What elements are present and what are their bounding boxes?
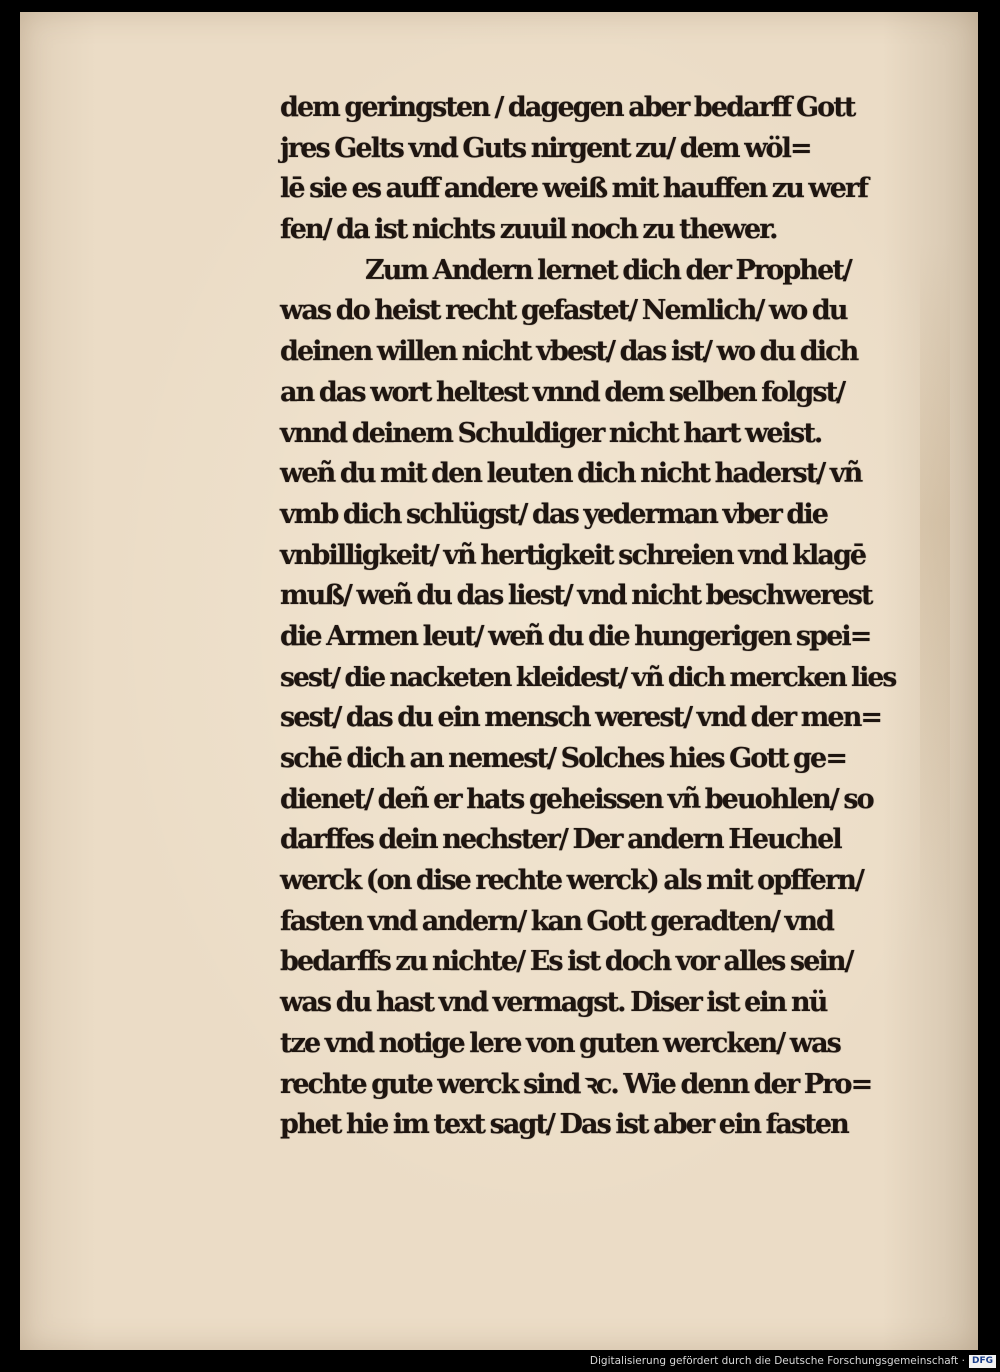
text-line: die Armen leut/ weñ du die hungerigen spei= [280,620,871,652]
text-line: werck (on dise rechte werck) als mit opffern/ [280,865,863,897]
text-line: fasten vnd andern/ kan Gott geradten/ vnd [280,905,834,937]
text-line: schē dich an nemest/ Solches hies Gott ge= [280,743,847,774]
page-stain [920,242,950,942]
text-line: phet hie im text sagt/ Das ist aber ein fasten [280,1109,848,1141]
dfg-logo: DFG [969,1355,996,1368]
text-line: vnnd deinem Schuldiger nicht hart weist. [280,417,822,449]
credit-text: Digitalisierung gefördert durch die Deutsche Forschungsgemeinschaft · [589,1355,965,1367]
body-text [280,88,910,1146]
text-line: sest/ das du ein mensch werest/ vnd der men= [280,702,882,734]
text-line: jres Gelts vnd Guts nirgent zu/ dem wöl= [280,132,811,164]
text-line: weñ du mit den leuten dich nicht haderst/ vñ [280,458,862,490]
text-line: dem geringsten / dagegen aber bedarff Gott [280,92,855,123]
text-line: lē sie es auff andere weiß mit hauffen zu werf [280,173,868,205]
text-line: dienet/ deñ er hats geheissen vñ beuohlen/ so [280,783,873,815]
text-line: vnbilligkeit/ vñ hertigkeit schreien vnd klagē [280,539,866,571]
digitization-credit [590,1352,996,1370]
text-line: rechte gute werck sind ꝛc. Wie denn der Pro= [280,1068,872,1100]
text-line: bedarffs zu nichte/ Es ist doch vor alles sein/ [280,946,853,978]
text-line: fen/ da ist nichts zuuil noch zu thewer. [280,214,777,246]
text-line: was do heist recht gefastet/ Nemlich/ wo du [280,295,847,327]
text-line: deinen willen nicht vbest/ das ist/ wo du dich [280,336,858,368]
text-line: tze vnd notige lere von guten wercken/ was [280,1027,840,1059]
text-line: was du hast vnd vermagst. Diser ist ein nü [280,987,827,1019]
text-line: sest/ die nacketen kleidest/ vñ dich mercken lies [280,661,896,693]
text-line: Zum Andern lernet dich der Prophet/ [365,254,851,286]
text-line: muß/ weñ du das liest/ vnd nicht beschwerest [280,580,872,612]
text-line: vmb dich schlügst/ das yederman vber die [280,498,828,530]
text-line: an das wort heltest vnnd dem selben folgst/ [280,376,845,408]
text-line: darffes dein nechster/ Der andern Heuchel [280,824,841,856]
